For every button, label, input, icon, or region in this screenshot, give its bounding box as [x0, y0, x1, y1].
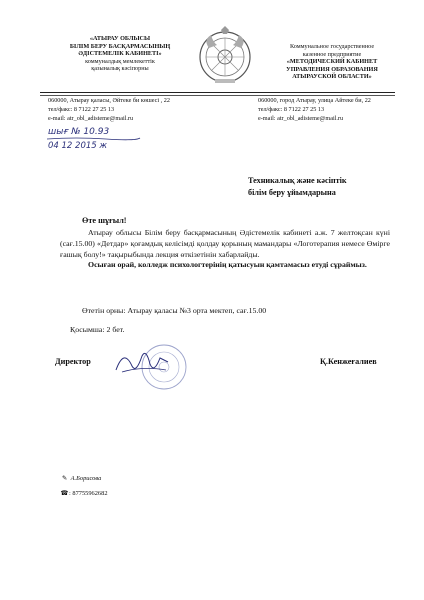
state-emblem-icon — [195, 26, 255, 86]
executor-line — [60, 474, 101, 482]
address-left-line3: e-mail: atr_obl_adisteme@mail.ru — [48, 115, 134, 122]
address-left-line2: тел/факс: 8 7122 27 25 13 — [48, 106, 115, 113]
phone-icon: ☎ — [60, 489, 69, 497]
executor-phone-line — [60, 489, 108, 497]
header-right-line2: казенное предприятие — [302, 50, 362, 58]
address-right-line1: 060000, город Атырау, улица Айтеке би, 22 — [258, 97, 371, 104]
header-left-kk — [50, 35, 190, 73]
address-right-line2: тел/факс: 8 7122 27 25 13 — [258, 106, 325, 113]
venue-line: Өтетін орны: Атырау қаласы №3 орта мектеп, сағ.15.00 — [82, 306, 267, 315]
header-right-ru — [268, 43, 396, 81]
registration-underline — [46, 137, 141, 141]
header-left-line3: ӘДІСТЕМЕЛІК КАБИНЕТІ» — [78, 50, 162, 58]
recipient-line1: Техникалық және кәсіптік — [248, 176, 347, 185]
urgent-label: Өте шұғыл! — [82, 216, 127, 225]
letter-paragraph: Атырау облысы Білім беру басқармасының Әдістемелік кабинеті а.ж. 7 желтоқсан күні (сағ.15.00) «Детдар» қоғамдық келісімді қолдау қорының мамандары «Логотерапия немесе Өмірге ғашық болу!» тақырыбында лекция өткізетінін хабарлайды. — [60, 228, 390, 259]
attachment-line: Қосымша: 2 бет. — [70, 325, 125, 334]
header-left-line4: коммуналдық мемлекеттік — [85, 57, 155, 65]
director-name: Қ.Кенжеғалиев — [320, 357, 377, 366]
header-right-line5: АТЫРАУСКОЙ ОБЛАСТИ» — [292, 73, 372, 81]
header-rule — [40, 92, 395, 93]
header-left-line2: БІЛІМ БЕРУ БАСҚАРМАСЫНЫҢ — [69, 42, 171, 50]
recipient-block — [248, 175, 398, 199]
executor-name: А.Борисова — [70, 475, 102, 482]
header-right-line1: Коммунальное государственное — [289, 43, 375, 50]
executor-phone: : 87755962682 — [69, 490, 108, 497]
director-title: Директор — [55, 357, 91, 366]
registration-number: шығ № 10.93 — [48, 127, 110, 137]
letter-request: Осыған орай, колледж психологтерінің қатысуын қамтамасыз етуді сұраймыз. — [88, 260, 367, 270]
pen-icon: ✎ — [61, 474, 68, 482]
header-left-line1: «АТЫРАУ ОБЛЫСЫ — [89, 35, 151, 42]
recipient-line2: білім беру ұйымдарына — [248, 188, 336, 197]
address-right — [258, 96, 424, 123]
header-right-line3: «МЕТОДИЧЕСКИЙ КАБИНЕТ — [286, 58, 378, 66]
letter-body — [60, 228, 390, 271]
address-right-line3: e-mail: atr_obl_adisteme@mail.ru — [258, 115, 344, 122]
header-left-line5: қазыналық кәсіпорны — [91, 65, 149, 73]
header-right-line4: УПРАВЛЕНИЯ ОБРАЗОВАНИЯ — [286, 65, 378, 73]
address-left-line1: 060000, Атырау қаласы, Әйтеке би көшесі , 22 — [48, 97, 170, 104]
address-left — [48, 96, 218, 123]
registration-date: 04 12 2015 ж — [48, 141, 108, 151]
signature-scribble — [112, 344, 172, 378]
